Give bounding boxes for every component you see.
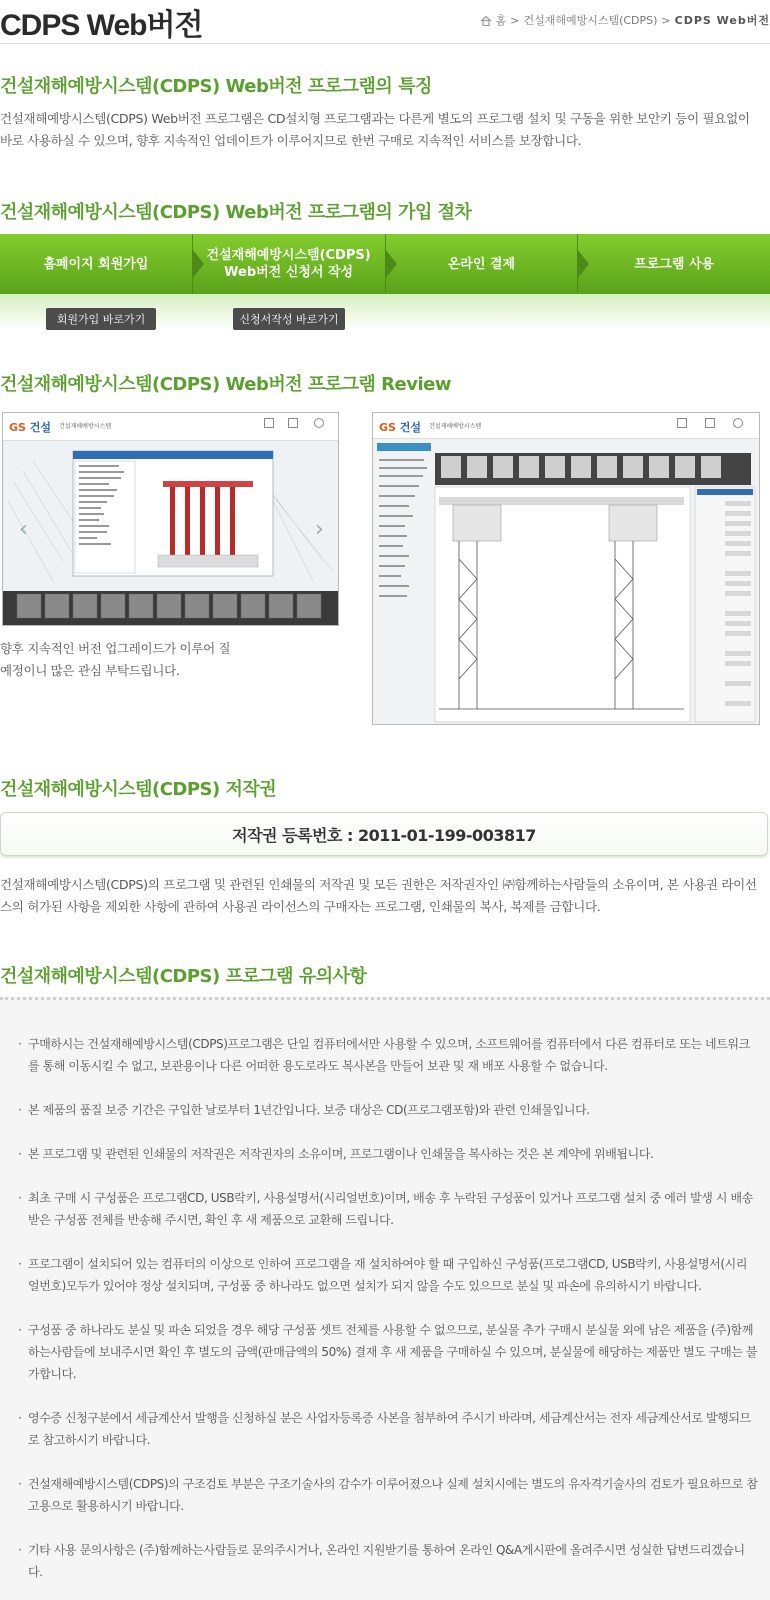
copyright-registration: 저작권 등록번호 : 2011-01-199-003817 bbox=[232, 825, 536, 845]
notice-item: · 구성품 중 하나라도 분실 및 파손 되었을 경우 해당 구성품 셋트 전체를 사용할 수 없으므로, 분실물 추가 구매시 분실물 외에 남은 제품을 (주)함께하는사람들에 보내주시면 확인 후 별도의 금액(판매금액의 50%) 결재 후 새 제품을 구매하실 수 있으며, 분실물에 해당하는 제품만 별도 구매는 불가합니다. bbox=[18, 1319, 758, 1385]
notice-item: · 기타 사용 문의사항은 (주)함께하는사람들로 문의주시거나, 온라인 지원받기를 통하여 온라인 Q&A게시판에 올려주시면 성실한 답변드리겠습니다. bbox=[18, 1539, 758, 1583]
gs-logo: GS 건설 bbox=[9, 421, 52, 434]
chevron-left-icon: ‹ bbox=[19, 517, 28, 542]
notice-item: · 본 제품의 품질 보증 기간은 구입한 날로부터 1년간입니다. 보증 대상은 CD(프로그램포함)와 관련 인쇄물입니다. bbox=[18, 1099, 758, 1121]
copyright-registration-box bbox=[0, 812, 768, 856]
gear-icon[interactable] bbox=[733, 418, 743, 428]
app-topbar bbox=[373, 413, 759, 439]
step-label: 건설재해예방시스템(CDPS) Web버전 신청서 작성 bbox=[206, 248, 371, 280]
step-label: 홈페이지 회원가입 bbox=[43, 256, 149, 272]
manual-icon[interactable] bbox=[677, 418, 687, 428]
breadcrumb bbox=[480, 12, 770, 28]
breadcrumb-category[interactable]: 건설재해예방시스템(CDPS) bbox=[523, 14, 658, 27]
review-caption: 향후 지속적인 버전 업그레이드가 이루어 질 예정이니 많은 관심 부탁드립니다. bbox=[0, 641, 231, 678]
features-title: 건설재해예방시스템(CDPS) Web버전 프로그램의 특징 bbox=[0, 76, 432, 97]
gear-icon[interactable] bbox=[314, 418, 324, 428]
notice-item: · 프로그램이 설치되어 있는 컴퓨터의 이상으로 인하여 프로그램을 재 설치하여야 할 때 구입하신 구성품(프로그램CD, USB락키, 사용설명서(시리얼번호)모두가 있어야 정상 설치되며, 구성품 중 하나라도 없으면 설치가 되지 않을 수도 있으므로 분실 및 파손에 유의하시기 바랍니다. bbox=[18, 1253, 758, 1297]
step-3 bbox=[385, 234, 578, 294]
chevron-right-icon: › bbox=[315, 517, 324, 542]
review-screenshot-2 bbox=[372, 412, 760, 725]
join-button[interactable]: 회원가입 바로가기 bbox=[46, 308, 156, 330]
notice-item: · 최초 구매 시 구성품은 프로그램CD, USB락키, 사용설명서(시리얼번호)이며, 배송 후 누락된 구성품이 있거나 프로그램 설치 중 에러 발생 시 배송받은 구성품 전체를 반송해 주시면, 확인 후 새 제품으로 교환해 드립니다. bbox=[18, 1187, 758, 1231]
breadcrumb-current: CDPS Web버전 bbox=[674, 14, 770, 27]
monitor-icon[interactable] bbox=[705, 418, 715, 428]
app-workspace bbox=[3, 441, 339, 626]
signup-steps bbox=[0, 234, 770, 294]
home-icon[interactable] bbox=[480, 15, 492, 26]
copyright-title: 건설재해예방시스템(CDPS) 저작권 bbox=[0, 779, 277, 800]
notice-item: · 구매하시는 건설재해예방시스템(CDPS)프로그램은 단일 컴퓨터에서만 사용할 수 있으며, 소프트웨어를 컴퓨터에서 다른 컴퓨터로 또는 네트워크를 통해 이동시킬 수 없고, 보관용이나 다른 어떠한 용도로라도 복사본을 만들어 보관 및 재 배포 사용할 수 없습니다. bbox=[18, 1033, 758, 1077]
monitor-icon[interactable] bbox=[288, 418, 298, 428]
page-title: CDPS Web버전 bbox=[0, 9, 203, 42]
review-title: 건설재해예방시스템(CDPS) Web버전 프로그램 Review bbox=[0, 374, 451, 395]
app-subtitle: 건설재해예방시스템 bbox=[59, 423, 112, 430]
notice-title: 건설재해예방시스템(CDPS) 프로그램 유의사항 bbox=[0, 966, 367, 987]
features-text: 건설재해예방시스템(CDPS) Web버전 프로그램은 CD설치형 프로그램과는 다른게 별도의 프로그램 설치 및 구동을 위한 보안키 등이 필요없이 바로 사용하실 수 있으며, 향후 지속적인 업데이트가 이루어지므로 한번 구매로 지속적인 서비스를 보장합니다. bbox=[0, 111, 750, 148]
signup-title: 건설재해예방시스템(CDPS) Web버전 프로그램의 가입 절차 bbox=[0, 202, 472, 223]
apply-button[interactable]: 신청서작성 바로가기 bbox=[233, 308, 345, 330]
chevron-right-icon: > bbox=[661, 13, 671, 27]
step-2 bbox=[192, 234, 385, 294]
notice-item: · 영수증 신청구분에서 세금계산서 발행을 신청하실 분은 사업자등록증 사본을 첨부하여 주시기 바라며, 세금계산서는 전자 세금계산서로 발행되므로 참고하시기 바랍니다. bbox=[18, 1407, 758, 1451]
step-4 bbox=[577, 234, 770, 294]
page-header bbox=[0, 0, 770, 44]
review-screenshot-1 bbox=[2, 412, 339, 626]
app-workspace bbox=[373, 439, 760, 725]
step-label: 온라인 결제 bbox=[447, 256, 516, 272]
step-label: 프로그램 사용 bbox=[634, 256, 715, 272]
chevron-right-icon: > bbox=[510, 13, 520, 27]
step-arrow-icon bbox=[192, 249, 204, 279]
notice-item: · 본 프로그램 및 관련된 인쇄물의 저작권은 저작권자의 소유이며, 프로그램이나 인쇄물을 복사하는 것은 본 계약에 위배됩니다. bbox=[18, 1143, 758, 1165]
app-topbar bbox=[3, 413, 338, 441]
copyright-text: 건설재해예방시스템(CDPS)의 프로그램 및 관련된 인쇄물의 저작권 및 모든 권한은 저작권자인 ㈜함께하는사람들의 소유이며, 본 사용권 라이선스의 허가된 사항을 제외한 사항에 관하여 사용권 라이선스의 구매자는 프로그램, 인쇄물의 복사, 복제를 금합니다. bbox=[0, 877, 757, 914]
notice-item: · 건설재해예방시스템(CDPS)의 구조검토 부분은 구조기술사의 감수가 이루어졌으나 실제 설치시에는 별도의 유자격기술사의 검토가 필요하므로 참고용으로 활용하시기 바랍니다. bbox=[18, 1473, 758, 1517]
manual-icon[interactable] bbox=[264, 418, 274, 428]
step-1 bbox=[0, 234, 192, 294]
app-subtitle: 건설재해예방시스템 bbox=[429, 423, 482, 430]
gs-logo: GS 건설 bbox=[379, 421, 422, 434]
step-arrow-icon bbox=[385, 249, 397, 279]
breadcrumb-home[interactable]: 홈 bbox=[495, 14, 507, 27]
notice-box bbox=[0, 997, 770, 1600]
step-arrow-icon bbox=[577, 249, 589, 279]
